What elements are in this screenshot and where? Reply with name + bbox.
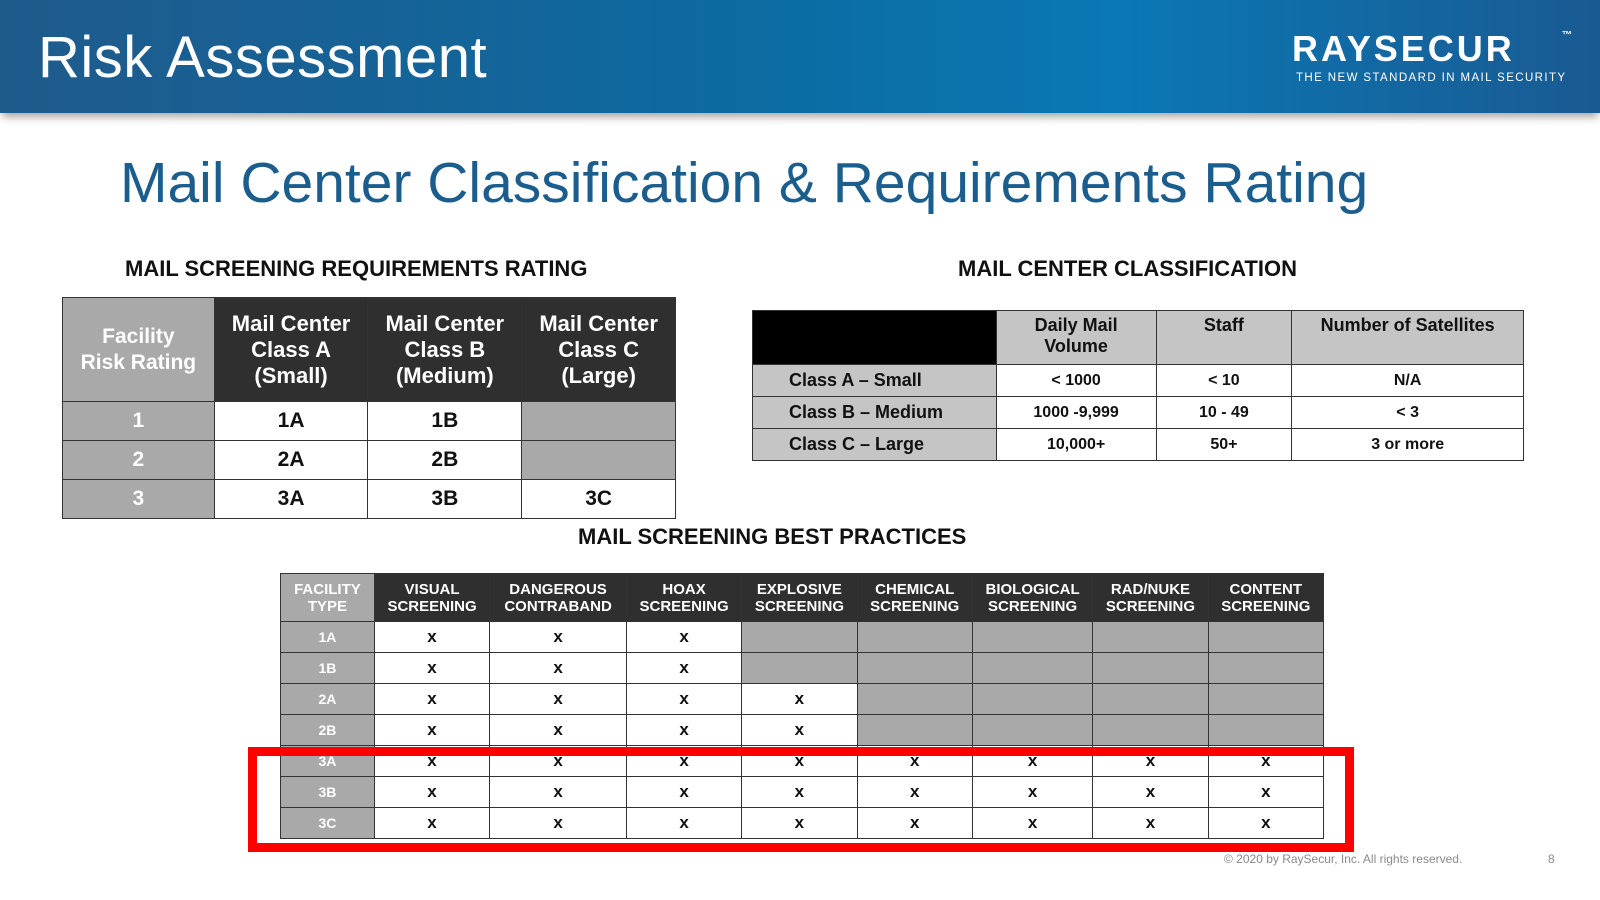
- classification-header-row: [753, 311, 1524, 365]
- req-header-class-a: [214, 298, 368, 402]
- bp-header-facility-type: [281, 574, 375, 622]
- check-mark-cell: x: [626, 715, 741, 746]
- check-mark-cell: x: [490, 808, 627, 839]
- facility-type-cell: 2B: [281, 715, 375, 746]
- table-cell-empty: [972, 715, 1092, 746]
- table-cell-empty: [857, 715, 972, 746]
- check-mark-cell: x: [742, 777, 857, 808]
- facility-type-cell: 1B: [281, 653, 375, 684]
- table-cell: < 10: [1156, 365, 1292, 397]
- table-cell-empty: [1208, 715, 1323, 746]
- check-mark-cell: x: [742, 715, 857, 746]
- req-header-line: (Medium): [395, 362, 494, 388]
- logo-trademark: ™: [1562, 30, 1572, 41]
- classification-table: [752, 310, 1524, 461]
- table-cell-empty: [972, 622, 1092, 653]
- cls-header-satellites: [1292, 311, 1524, 365]
- bp-header-8: [1208, 574, 1323, 622]
- table-row: [281, 622, 1324, 653]
- check-mark-cell: x: [626, 746, 741, 777]
- check-mark-cell: x: [374, 622, 489, 653]
- check-mark-cell: x: [626, 808, 741, 839]
- bp-header-5: [857, 574, 972, 622]
- table-cell-empty: [1093, 653, 1208, 684]
- check-mark-cell: x: [626, 777, 741, 808]
- check-mark-cell: x: [1208, 777, 1323, 808]
- raysecur-logo: [1292, 28, 1572, 88]
- table-row: [281, 684, 1324, 715]
- table-cell: 50+: [1156, 429, 1292, 461]
- table-cell: 10 - 49: [1156, 397, 1292, 429]
- table-cell-empty: [857, 622, 972, 653]
- check-mark-cell: x: [490, 622, 627, 653]
- logo-wordmark: RAYSECUR: [1292, 28, 1515, 69]
- table-cell: < 1000: [996, 365, 1156, 397]
- check-mark-cell: x: [1093, 746, 1208, 777]
- table-row: [281, 715, 1324, 746]
- bp-header-line: SCREENING: [1221, 597, 1311, 615]
- cls-header-staff: [1156, 311, 1292, 365]
- requirements-label: MAIL SCREENING REQUIREMENTS RATING: [125, 256, 588, 281]
- table-cell-empty: [522, 402, 676, 441]
- logo-tagline: THE NEW STANDARD IN MAIL SECURITY: [1296, 72, 1567, 84]
- check-mark-cell: x: [374, 715, 489, 746]
- check-mark-cell: x: [742, 684, 857, 715]
- bp-header-line: SCREENING: [387, 597, 477, 615]
- table-cell: 1B: [368, 402, 522, 441]
- bp-header-line: CHEMICAL: [875, 580, 955, 598]
- highlight-box: [248, 747, 1354, 852]
- table-cell-empty: [1208, 653, 1323, 684]
- table-row: [63, 441, 676, 480]
- risk-rating-cell: 3: [63, 480, 215, 519]
- bp-header-line: RAD/NUKE: [1110, 580, 1191, 598]
- header-title: Risk Assessment: [38, 25, 488, 90]
- table-cell-empty: [1093, 684, 1208, 715]
- risk-rating-cell: 2: [63, 441, 215, 480]
- best-practices-label: MAIL SCREENING BEST PRACTICES: [578, 524, 967, 549]
- cls-header-blank: [753, 311, 997, 365]
- req-header-class-b: [368, 298, 522, 402]
- check-mark-cell: x: [374, 746, 489, 777]
- bp-header-line: VISUAL: [404, 580, 460, 598]
- class-name-cell: Class A – Small: [753, 365, 997, 397]
- check-mark-cell: x: [626, 684, 741, 715]
- bp-header-line: SCREENING: [987, 597, 1078, 615]
- table-cell: 1000 -9,999: [996, 397, 1156, 429]
- check-mark-cell: x: [490, 777, 627, 808]
- table-cell: 3 or more: [1292, 429, 1524, 461]
- table-cell-empty: [522, 441, 676, 480]
- facility-type-cell: 3C: [281, 808, 375, 839]
- bp-header-line: BIOLOGICAL: [985, 580, 1080, 598]
- bp-header-line: SCREENING: [1105, 597, 1196, 615]
- table-cell-empty: [857, 684, 972, 715]
- table-row: [63, 402, 676, 441]
- bp-header-line: SCREENING: [639, 597, 729, 615]
- check-mark-cell: x: [374, 653, 489, 684]
- facility-type-cell: 1A: [281, 622, 375, 653]
- table-row: [63, 480, 676, 519]
- bp-header-line: FACILITY: [294, 580, 361, 598]
- req-header-line: Class C: [558, 336, 639, 362]
- check-mark-cell: x: [374, 777, 489, 808]
- bp-header-1: [374, 574, 489, 622]
- check-mark-cell: x: [857, 808, 972, 839]
- bp-header-7: [1093, 574, 1208, 622]
- check-mark-cell: x: [742, 808, 857, 839]
- bp-header-6: [972, 574, 1092, 622]
- bp-header-2: [490, 574, 627, 622]
- check-mark-cell: x: [972, 746, 1092, 777]
- table-cell: 2A: [214, 441, 368, 480]
- best-practices-header-row: [281, 574, 1324, 622]
- table-cell: < 3: [1292, 397, 1524, 429]
- req-header-line: Mail Center: [539, 310, 658, 336]
- table-cell: 3B: [368, 480, 522, 519]
- table-cell: 3A: [214, 480, 368, 519]
- table-cell-empty: [742, 622, 857, 653]
- table-cell-empty: [857, 653, 972, 684]
- cls-header-line: Volume: [1044, 336, 1108, 356]
- check-mark-cell: x: [490, 653, 627, 684]
- table-row: [753, 365, 1524, 397]
- table-cell-empty: [1208, 622, 1323, 653]
- classification-label: MAIL CENTER CLASSIFICATION: [958, 256, 1297, 281]
- table-cell: 10,000+: [996, 429, 1156, 461]
- bp-header-line: DANGEROUS: [509, 580, 607, 598]
- req-header-line: Mail Center: [385, 310, 505, 336]
- req-header-facility: [63, 298, 215, 402]
- table-cell: N/A: [1292, 365, 1524, 397]
- table-cell-empty: [1093, 715, 1208, 746]
- bp-header-line: SCREENING: [870, 597, 960, 615]
- table-row: [753, 429, 1524, 461]
- bp-header-line: EXPLOSIVE: [756, 580, 842, 598]
- check-mark-cell: x: [374, 808, 489, 839]
- table-cell-empty: [742, 653, 857, 684]
- check-mark-cell: x: [490, 746, 627, 777]
- facility-type-cell: 3B: [281, 777, 375, 808]
- copyright-footer: © 2020 by RaySecur, Inc. All rights reserved.: [1224, 852, 1463, 866]
- facility-type-cell: 3A: [281, 746, 375, 777]
- requirements-table: [62, 297, 676, 519]
- check-mark-cell: x: [490, 715, 627, 746]
- check-mark-cell: x: [490, 684, 627, 715]
- bp-header-line: SCREENING: [754, 597, 844, 615]
- cls-header-line: Staff: [1203, 315, 1244, 335]
- req-header-class-c: [522, 298, 676, 402]
- bp-header-4: [742, 574, 857, 622]
- req-header-line: Class A: [251, 336, 332, 362]
- table-row: [753, 397, 1524, 429]
- table-cell-empty: [972, 684, 1092, 715]
- req-header-line: Facility: [102, 324, 175, 348]
- bp-header-3: [626, 574, 741, 622]
- cls-header-volume: [996, 311, 1156, 365]
- table-row: [281, 653, 1324, 684]
- req-header-line: (Small): [254, 362, 328, 388]
- bp-header-line: CONTRABAND: [504, 597, 612, 615]
- check-mark-cell: x: [972, 808, 1092, 839]
- cls-header-line: Daily Mail: [1034, 315, 1118, 335]
- check-mark-cell: x: [972, 777, 1092, 808]
- table-cell-empty: [1093, 622, 1208, 653]
- risk-rating-cell: 1: [63, 402, 215, 441]
- check-mark-cell: x: [1208, 808, 1323, 839]
- check-mark-cell: x: [1093, 777, 1208, 808]
- check-mark-cell: x: [857, 746, 972, 777]
- check-mark-cell: x: [1093, 808, 1208, 839]
- facility-type-cell: 2A: [281, 684, 375, 715]
- check-mark-cell: x: [1208, 746, 1323, 777]
- bp-header-line: TYPE: [307, 597, 348, 615]
- slide-title: Mail Center Classification & Requirements Rating: [120, 151, 1369, 215]
- check-mark-cell: x: [626, 653, 741, 684]
- check-mark-cell: x: [742, 746, 857, 777]
- check-mark-cell: x: [626, 622, 741, 653]
- table-cell: 3C: [522, 480, 676, 519]
- table-cell: 1A: [214, 402, 368, 441]
- req-header-line: Mail Center: [231, 310, 351, 336]
- req-header-line: Class B: [404, 336, 486, 362]
- table-cell-empty: [1208, 684, 1323, 715]
- header-banner: [0, 0, 1600, 113]
- requirements-header-row: [63, 298, 676, 402]
- check-mark-cell: x: [374, 684, 489, 715]
- class-name-cell: Class B – Medium: [753, 397, 997, 429]
- check-mark-cell: x: [857, 777, 972, 808]
- table-cell-empty: [972, 653, 1092, 684]
- bp-header-line: CONTENT: [1229, 580, 1303, 598]
- table-cell: 2B: [368, 441, 522, 480]
- bp-header-line: HOAX: [662, 580, 706, 598]
- cls-header-line: Number of Satellites: [1320, 315, 1495, 335]
- req-header-line: (Large): [561, 362, 636, 388]
- req-header-line: Risk Rating: [80, 350, 197, 374]
- page-number: 8: [1548, 852, 1555, 866]
- class-name-cell: Class C – Large: [753, 429, 997, 461]
